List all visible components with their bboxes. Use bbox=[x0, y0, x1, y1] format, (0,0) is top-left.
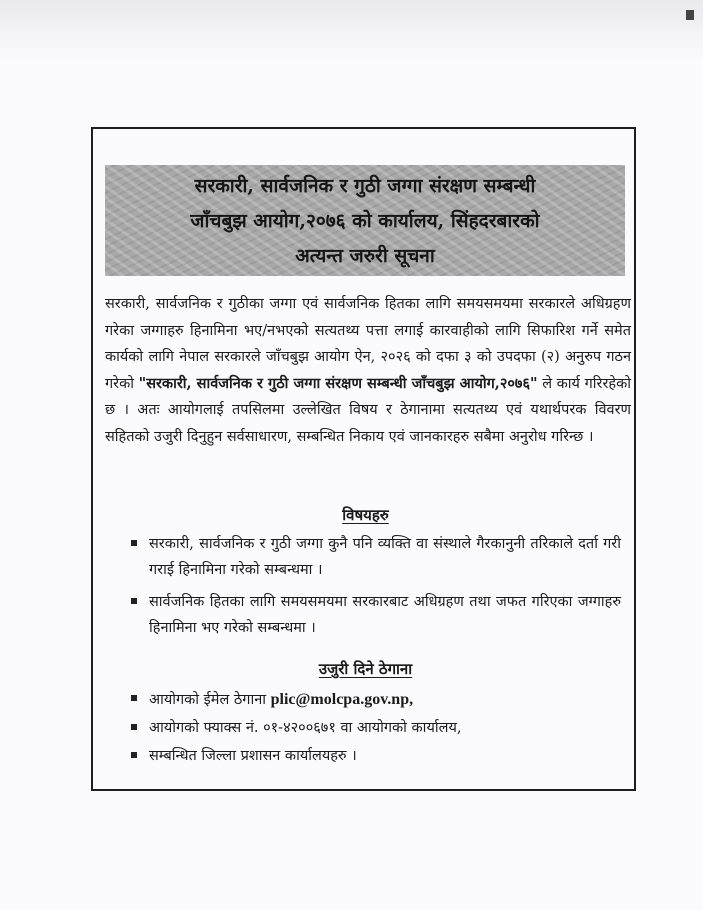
address-heading bbox=[93, 659, 638, 679]
paragraph-intro: सरकारी, सार्वजनिक र गुठीका जग्गा एवं सार्वजनिक हितका लागि समयसमयमा सरकारले अधिग्रहण गरेका जग्गाहरु हिनामिना भए/नभएको सत्यतथ्य पत्ता लगाई कारवाहीको लागि सिफारिश गर्ने समेत कार्यको लागि नेपाल सरकारले जाँचबुझ आयोग ऐन, २०२६ को दफा ३ को उपदफा (२) अनुरुप गठन गरेको bbox=[105, 296, 631, 392]
list-item bbox=[131, 531, 621, 583]
subjects-heading bbox=[93, 505, 638, 525]
email-address: plic@molcpa.gov.np, bbox=[270, 691, 414, 708]
list-item bbox=[131, 589, 621, 641]
square-bullet-icon bbox=[131, 724, 137, 730]
address-heading-text: उजुरी दिने ठेगाना bbox=[318, 660, 413, 678]
district-office-text: सम्बन्धित जिल्ला प्रशासन कार्यालयहरु । bbox=[149, 748, 357, 764]
square-bullet-icon bbox=[131, 598, 137, 604]
list-item bbox=[131, 686, 621, 714]
notice-paragraph bbox=[105, 291, 631, 450]
list-item bbox=[131, 743, 621, 770]
email-label: आयोगको ईमेल ठेगाना bbox=[149, 692, 271, 708]
notice-title-line-1: सरकारी, सार्वजनिक र गुठी जग्गा संरक्षण सम्बन्धी bbox=[194, 175, 536, 197]
subject-text: सरकारी, सार्वजनिक र गुठी जग्गा कुनै पनि व्यक्ति वा संस्थाले गैरकानुनी तरिकाले दर्ता गरी गराई हिनामिना गरेको सम्बन्धमा । bbox=[149, 536, 621, 578]
paragraph-request: ले कार्य गरिरहेको छ । अतः आयोगलाई तपसिलमा उल्लेखित विषय र ठेगानामा सत्यतथ्य एवं यथार्थपरक विवरण सहितको उजुरी दिनुहुन सर्वसाधारण, सम्बन्धित निकाय एवं जानकारहरु सबैमा अनुरोध गरिन्छ । bbox=[105, 375, 631, 445]
square-bullet-icon bbox=[131, 540, 137, 546]
subjects-heading-text: विषयहरु bbox=[342, 506, 389, 524]
notice-box bbox=[91, 127, 636, 791]
subjects-list bbox=[131, 531, 621, 647]
address-list bbox=[131, 686, 621, 771]
notice-title-line-2: जाँचबुझ आयोग,२०७६ को कार्यालय, सिंहदरबारको bbox=[190, 210, 540, 232]
square-bullet-icon bbox=[131, 752, 137, 758]
subject-text: सार्वजनिक हितका लागि समयसमयमा सरकारबाट अधिग्रहण तथा जफत गरिएका जग्गाहरु हिनामिना भए गरेको सम्बन्धमा । bbox=[149, 594, 621, 636]
scan-shadow bbox=[0, 0, 703, 60]
fax-text: आयोगको फ्याक्स नं. ०१-४२००६७१ वा आयोगको कार्यालय, bbox=[149, 720, 462, 736]
paragraph-commission-name: "सरकारी, सार्वजनिक र गुठी जग्गा संरक्षण सम्बन्धी जाँचबुझ आयोग,२०७६" bbox=[138, 374, 538, 392]
scan-corner-mark bbox=[686, 10, 694, 20]
list-item bbox=[131, 715, 621, 742]
notice-title-line-3: अत्यन्त जरुरी सूचना bbox=[295, 245, 435, 267]
notice-title-banner bbox=[105, 165, 625, 276]
square-bullet-icon bbox=[131, 695, 137, 701]
